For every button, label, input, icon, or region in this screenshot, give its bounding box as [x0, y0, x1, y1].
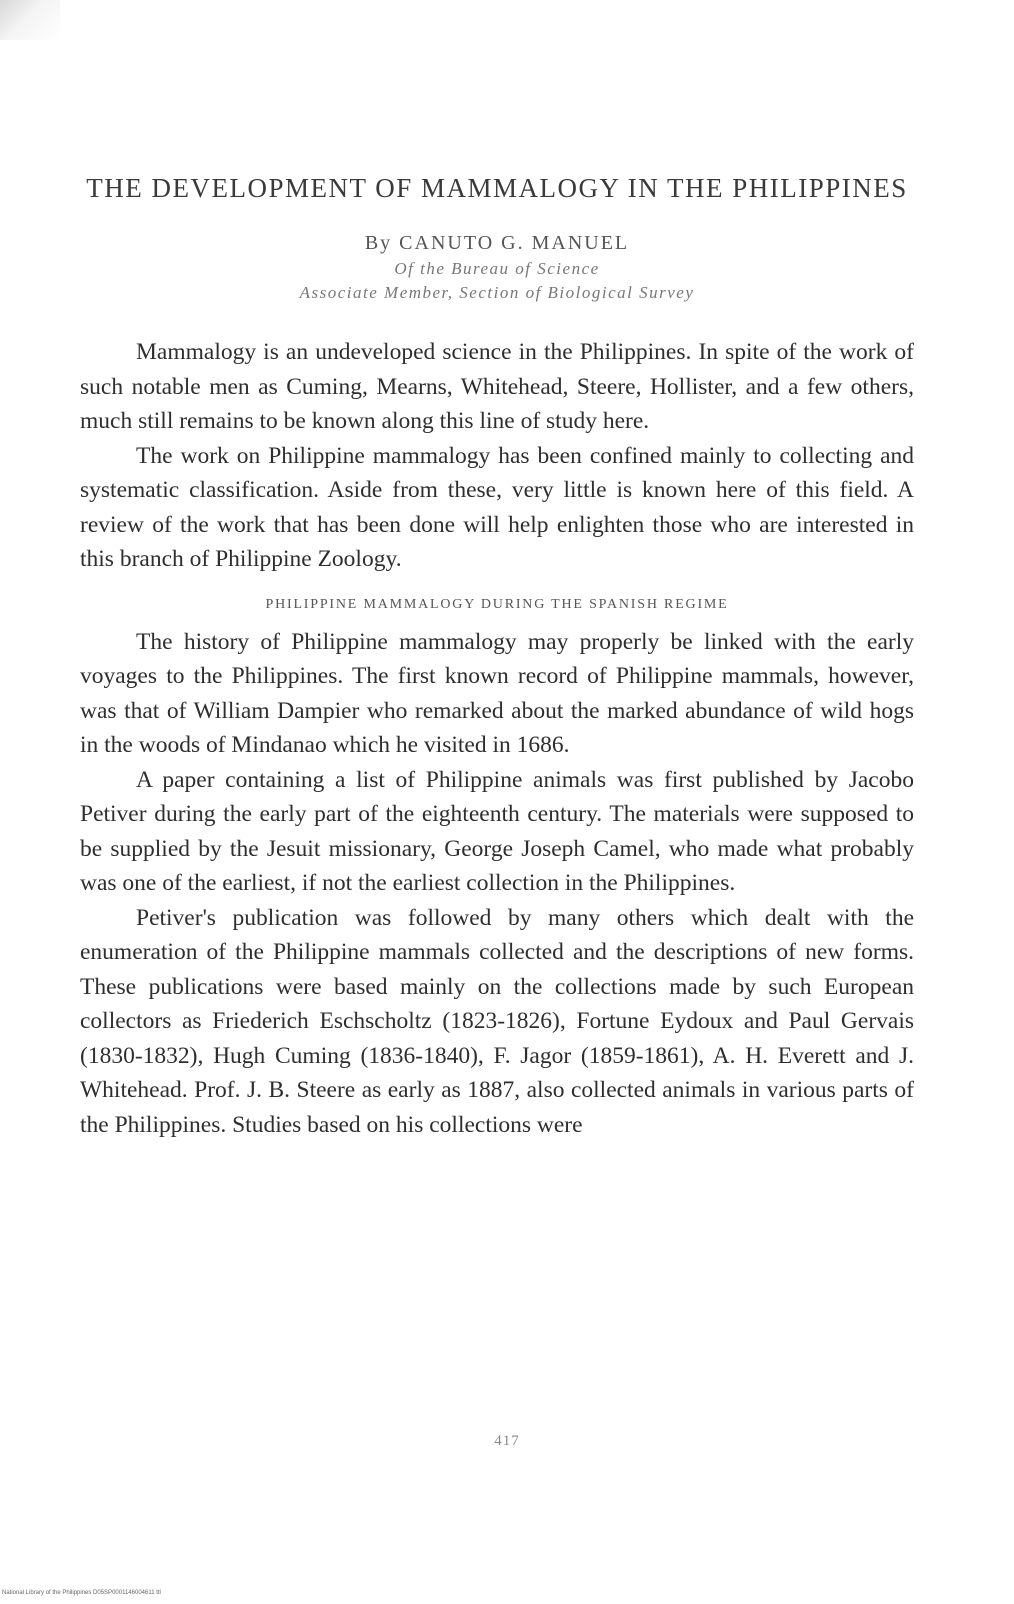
article-title: THE DEVELOPMENT OF MAMMALOGY IN THE PHILIPPINES [86, 173, 908, 203]
archive-credit: National Library of the Philippines D05SP0001146004611 ttl [2, 1590, 161, 1596]
paragraph: A paper containing a list of Philippine animals was first published by Jacobo Petiver during the early part of the eighteenth century. The materials were supposed to be supplied by the Jesuit missionary, George Joseph Camel, who made what probably was one of the earliest, if not the earliest collection in the Philippines. [80, 766, 914, 896]
scan-edge-shadow [0, 0, 60, 40]
paragraph: The work on Philippine mammalogy has been confined mainly to collecting and systematic classification. Aside from these, very little is known here of this field. A review of the work that has been done will help enlighten those who are interested in this branch of Philippine Zoology. [80, 442, 914, 572]
paragraph: Mammalogy is an undeveloped science in the Philippines. In spite of the work of such notable men as Cuming, Mearns, Whitehead, Steere, Hollister, and a few others, much still remains to be known along this line of study here. [80, 339, 914, 434]
author-membership: Associate Member, Section of Biological Survey [299, 283, 695, 302]
article-body [80, 335, 914, 1142]
author-affiliation: Of the Bureau of Science [394, 259, 600, 278]
paragraph: The history of Philippine mammalogy may properly be linked with the early voyages to the Philippines. The first known record of Philippine mammals, however, was that of William Dampier who remarked about the marked abundance of wild hogs in the woods of Mindanao which he visited in 1686. [80, 628, 914, 758]
paragraph: Petiver's publication was followed by many others which dealt with the enumeration of the Philippine mammals collected and the descriptions of new forms. These publications were based mainly on the collections made by such European collectors as Friederich Eschscholtz (1823-1826), Fortune Eydoux and Paul Gervais (1830-1832), Hugh Cuming (1836-1840), F. Jagor (1859-1861), A. H. Everett and J. Whitehead. Prof. J. B. Steere as early as 1887, also collected animals in various parts of the Philippines. Studies based on his collections were [80, 904, 914, 1138]
page-number: 417 [494, 1433, 520, 1449]
section-heading: PHILIPPINE MAMMALOGY DURING THE SPANISH REGIME [265, 596, 729, 612]
author-byline: By CANUTO G. MANUEL [364, 232, 630, 254]
article-page [80, 172, 914, 1142]
